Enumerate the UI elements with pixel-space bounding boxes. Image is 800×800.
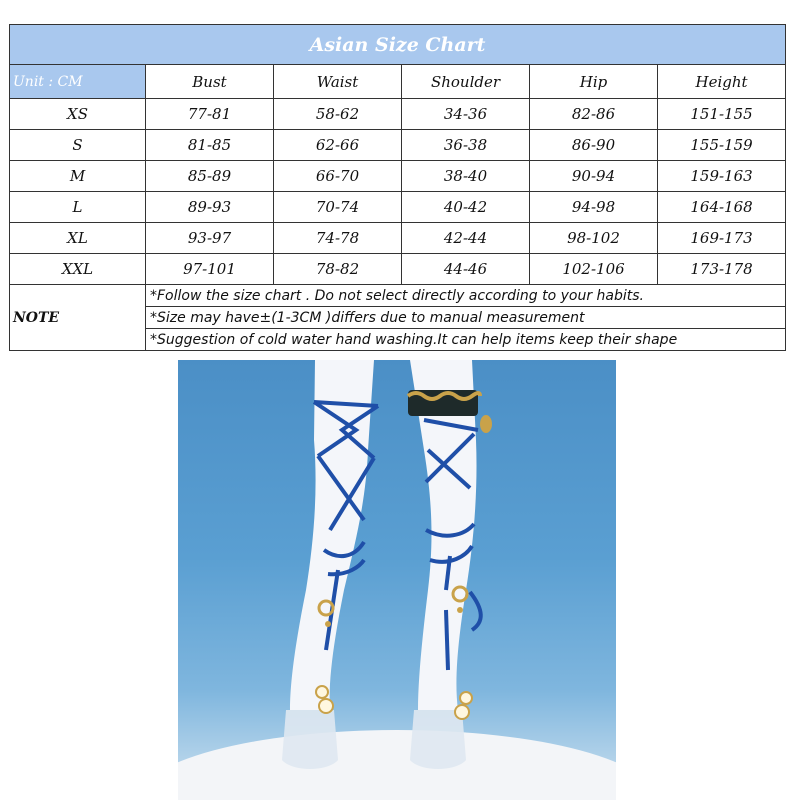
size-label: L bbox=[10, 192, 146, 223]
column-header: Waist bbox=[274, 65, 402, 99]
table-cell: 82-86 bbox=[530, 99, 658, 130]
column-header: Bust bbox=[146, 65, 274, 99]
table-cell: 40-42 bbox=[402, 192, 530, 223]
note-text: *Suggestion of cold water hand washing.It can help items keep their shape bbox=[146, 329, 786, 351]
note-label: NOTE bbox=[10, 285, 146, 351]
size-label: XS bbox=[10, 99, 146, 130]
table-cell: 77-81 bbox=[146, 99, 274, 130]
table-row bbox=[10, 254, 786, 285]
table-cell: 36-38 bbox=[402, 130, 530, 161]
table-cell: 38-40 bbox=[402, 161, 530, 192]
size-label: XL bbox=[10, 223, 146, 254]
right-pearl-drop bbox=[460, 692, 472, 704]
table-row bbox=[10, 130, 786, 161]
table-cell: 102-106 bbox=[530, 254, 658, 285]
table-cell: 97-101 bbox=[146, 254, 274, 285]
table-cell: 85-89 bbox=[146, 161, 274, 192]
table-cell: 81-85 bbox=[146, 130, 274, 161]
table-cell: 94-98 bbox=[530, 192, 658, 223]
note-row bbox=[10, 285, 786, 307]
column-header: Hip bbox=[530, 65, 658, 99]
table-cell: 74-78 bbox=[274, 223, 402, 254]
table-cell: 58-62 bbox=[274, 99, 402, 130]
size-label: XXL bbox=[10, 254, 146, 285]
size-chart-table bbox=[9, 24, 786, 351]
left-star-charm bbox=[325, 621, 331, 627]
table-cell: 151-155 bbox=[658, 99, 786, 130]
table-row bbox=[10, 192, 786, 223]
table-cell: 159-163 bbox=[658, 161, 786, 192]
product-photo bbox=[178, 360, 616, 800]
table-cell: 66-70 bbox=[274, 161, 402, 192]
table-cell: 44-46 bbox=[402, 254, 530, 285]
table-row bbox=[10, 161, 786, 192]
stocking-illustration bbox=[178, 360, 616, 800]
table-cell: 42-44 bbox=[402, 223, 530, 254]
table-cell: 93-97 bbox=[146, 223, 274, 254]
table-cell: 62-66 bbox=[274, 130, 402, 161]
left-pearl-drop bbox=[319, 699, 333, 713]
left-pearl-drop bbox=[316, 686, 328, 698]
size-label: S bbox=[10, 130, 146, 161]
table-cell: 173-178 bbox=[658, 254, 786, 285]
right-star-charm bbox=[457, 607, 463, 613]
size-label: M bbox=[10, 161, 146, 192]
table-cell: 86-90 bbox=[530, 130, 658, 161]
header-row bbox=[10, 65, 786, 99]
table-cell: 90-94 bbox=[530, 161, 658, 192]
table-cell: 78-82 bbox=[274, 254, 402, 285]
table-cell: 155-159 bbox=[658, 130, 786, 161]
left-stand bbox=[282, 710, 338, 769]
column-header: Height bbox=[658, 65, 786, 99]
note-text: *Follow the size chart . Do not select directly according to your habits. bbox=[146, 285, 786, 307]
chart-title: Asian Size Chart bbox=[10, 25, 786, 65]
note-text: *Size may have±(1-3CM )differs due to manual measurement bbox=[146, 307, 786, 329]
table-row bbox=[10, 223, 786, 254]
table-cell: 98-102 bbox=[530, 223, 658, 254]
table-cell: 169-173 bbox=[658, 223, 786, 254]
table-cell: 89-93 bbox=[146, 192, 274, 223]
table-row bbox=[10, 99, 786, 130]
column-header: Shoulder bbox=[402, 65, 530, 99]
unit-label: Unit : CM bbox=[10, 65, 146, 99]
display-floor bbox=[178, 730, 616, 800]
right-pearl-drop bbox=[455, 705, 469, 719]
table-cell: 164-168 bbox=[658, 192, 786, 223]
tassel-charm bbox=[480, 415, 492, 433]
right-stand bbox=[410, 710, 466, 769]
table-cell: 34-36 bbox=[402, 99, 530, 130]
table-cell: 70-74 bbox=[274, 192, 402, 223]
